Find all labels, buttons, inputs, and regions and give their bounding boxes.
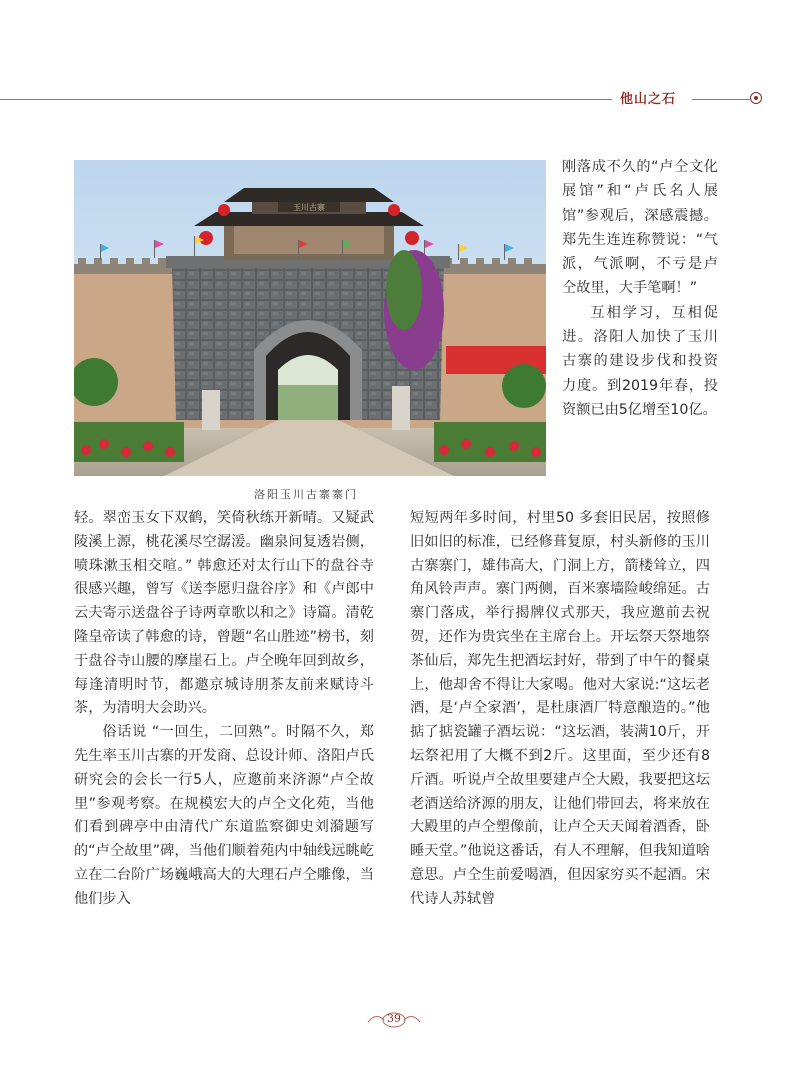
photo-caption: 洛阳玉川古寨寨门 bbox=[254, 488, 358, 501]
side-paragraph-2: 互相学习，互相促进。洛阳人加快了玉川古寨的建设步伐和投资力度。到2019年春，投资额已由5亿增至10亿。 bbox=[562, 304, 718, 418]
section-title: 他山之石 bbox=[620, 92, 677, 107]
svg-text:玉川古寨: 玉川古寨 bbox=[293, 203, 325, 212]
side-column bbox=[562, 155, 718, 422]
gate-photo bbox=[74, 160, 546, 476]
page-number-ornament bbox=[364, 1008, 424, 1032]
page-number: 39 bbox=[387, 1012, 401, 1025]
right-paragraph-1: 短短两年多时间，村里50 多套旧民居，按照修旧如旧的标准，已经修葺复原，村头新修的玉川古寨寨门，雄伟高大，门洞上方，箭楼耸立，四角风铃声声。寨门两侧，百米寨墙险峻绵延。古寨门落成，举行揭牌仪式那天，我应邀前去祝贺，还作为贵宾坐在主席台上。开坛祭天祭地祭茶仙后，郑先生把酒坛封好，带到了中午的餐桌上，他却舍不得让大家喝。他对大家说:“这坛老酒，是‘卢仝家酒’，是杜康酒厂特意酿造的。”他掂了掂瓷罐子酒坛说：“这坛酒，装满10斤，开坛祭祀用了大概不到2斤。这里面，至少还有8斤酒。听说卢仝故里要建卢仝大殿，我要把这坛老酒送给济源的朋友，让他们带回去，将来放在大殿里的卢仝塑像前，让卢仝天天闻着酒香，卧睡天堂。”他说这番话，有人不理解，但我知道啥意思。卢仝生前爱喝酒，但因家穷买不起酒。宋代诗人苏轼曾 bbox=[410, 510, 710, 907]
left-column bbox=[74, 507, 374, 912]
side-paragraph-1: 刚落成不久的“卢仝文化展馆”和“卢氏名人展馆”参观后，深感震撼。郑先生连连称赞说：“气派，气派啊，不亏是卢仝故里，大手笔啊！” bbox=[562, 159, 718, 297]
header-rule-left bbox=[0, 99, 612, 100]
header-rule-right bbox=[692, 99, 750, 100]
left-paragraph-2: 俗话说 “一回生，二回熟”。时隔不久，郑先生率玉川古寨的开发商、总设计师、洛阳卢氏研究会的会长一行5人，应邀前来济源“卢仝故里”参观考察。在规模宏大的卢仝文化苑，当他们看到碑亭中由清代广东道监察御史刘漪题写的“卢仝故里”碑，当他们顺着苑内中轴线远眺屹立在二台阶广场巍峨高大的大理石卢仝雕像，当他们步入 bbox=[74, 724, 374, 907]
right-column bbox=[410, 507, 710, 912]
header-target-icon bbox=[750, 92, 762, 104]
left-paragraph-1: 轻。翠峦玉女下双鹤，笑倚秋练开新晴。又疑武陵溪上源，桃花溪尽空潺湲。幽泉间复透岩侧，喷珠漱玉相交喧。” 韩愈还对太行山下的盘谷寺很感兴趣，曾写《送李愿归盘谷序》和《卢郎中云夫寄示送盘谷子诗两章歌以和之》诗篇。清乾隆皇帝读了韩愈的诗，曾题“名山胜迹”榜书，刻于盘谷寺山腰的摩崖石上。卢仝晚年回到故乡，每逢清明时节，都邀京城诗朋茶友前来赋诗斗茶，为清明大会助兴。 bbox=[74, 510, 374, 717]
